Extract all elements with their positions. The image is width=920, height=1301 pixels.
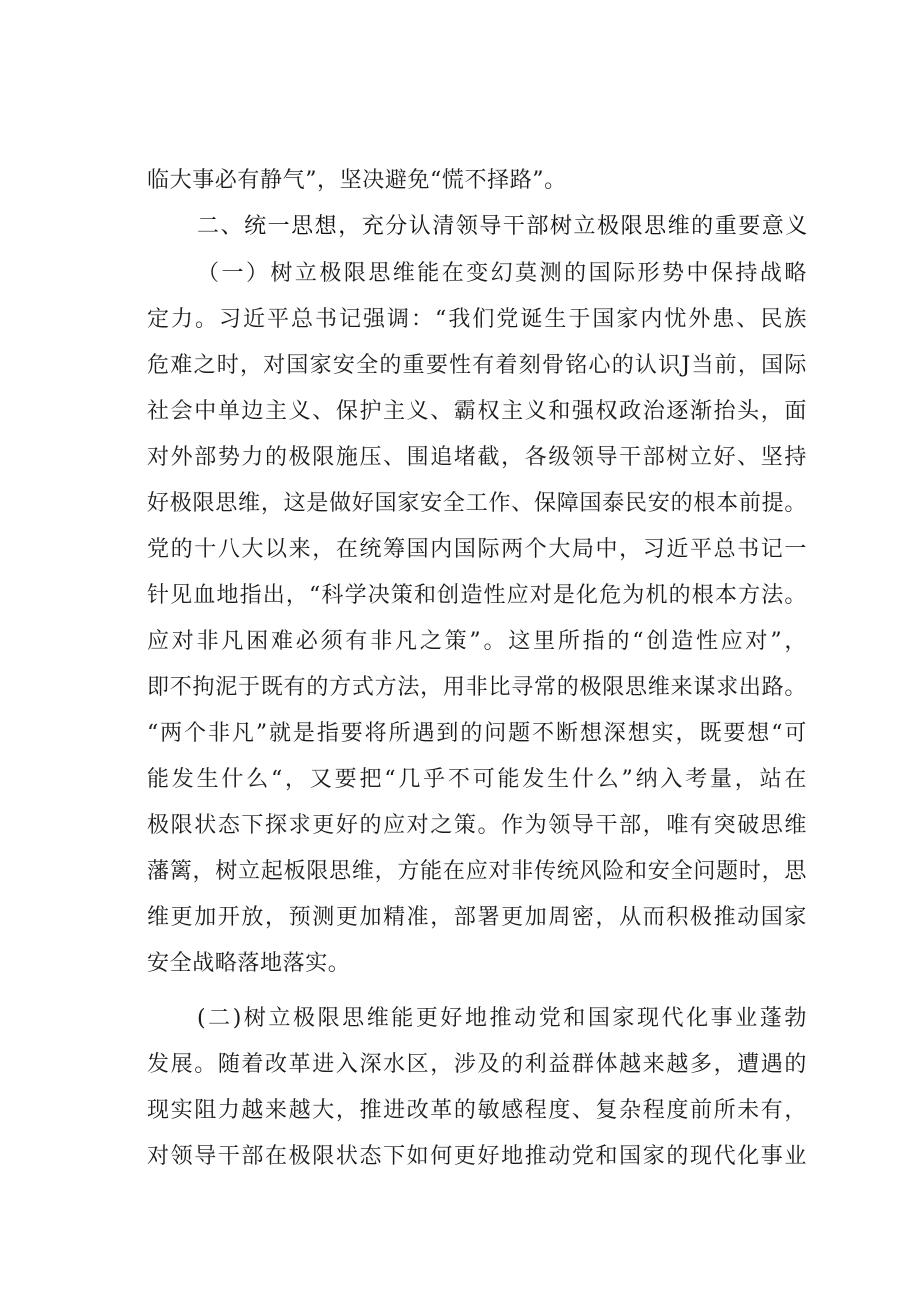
text-line-18: (二)树立极限思维能更好地推动党和国家现代化事业蓬勃 <box>197 1006 807 1031</box>
text-line-1: 临大事必有静气”，坚决避免“慌不择路”。 <box>147 168 567 193</box>
text-line-12: “两个非凡”就是指要将所遇到的问题不断想深想实，既要想“可 <box>147 721 807 746</box>
text-line-17: 安全战略落地落实。 <box>147 951 351 976</box>
text-line-9: 针见血地指出，“科学决策和创造性应对是化危为机的根本方法。 <box>147 583 807 608</box>
text-line-7: 好极限思维，这是做好国家安全工作、保障国泰民安的根本前提。 <box>147 491 807 516</box>
text-line-3: 定力。习近平总书记强调：“我们党诞生于国家内忧外患、民族 <box>147 307 807 332</box>
text-line-8: 党的十八大以来，在统筹国内国际两个大局中，习近平总书记一 <box>147 537 807 562</box>
text-line-2: （一）树立极限思维能在变幻莫测的国际形势中保持战略 <box>197 261 807 286</box>
text-line-10: 应对非凡困难必须有非凡之策”。这里所指的“创造性应对”， <box>147 629 807 654</box>
text-line-5: 社会中单边主义、保护主义、霸权主义和强权政治逐渐抬头，面 <box>147 399 807 424</box>
text-line-21: 对领导干部在极限状态下如何更好地推动党和国家的现代化事业 <box>147 1144 807 1169</box>
text-line-13: 能发生什么“，又要把“几乎不可能发生什么”纳入考量，站在 <box>147 767 807 792</box>
text-line-19: 发展。随着改革进入深水区，涉及的利益群体越来越多，遭遇的 <box>147 1052 807 1077</box>
text-line-20: 现实阻力越来越大，推进改革的敏感程度、复杂程度前所未有， <box>147 1098 807 1123</box>
text-line-6: 对外部势力的极限施压、围追堵截，各级领导干部树立好、坚持 <box>147 445 807 470</box>
text-line-4: 危难之时，对国家安全的重要性有着刻骨铭心的认识J当前，国际 <box>147 353 807 378</box>
text-line-15: 藩篱，树立起板限思维，方能在应对非传统风险和安全问题时，思 <box>147 859 807 884</box>
text-line-11: 即不拘泥于既有的方式方法，用非比寻常的极限思维来谋求出路。 <box>147 675 807 700</box>
section-heading: 二、统一思想，充分认清领导干部树立极限思维的重要意义 <box>197 214 807 239</box>
text-line-16: 维更加开放，预测更加精准，部署更加周密，从而积极推动国家 <box>147 905 807 930</box>
text-line-14: 极限状态下探求更好的应对之策。作为领导干部，唯有突破思维 <box>147 813 807 838</box>
